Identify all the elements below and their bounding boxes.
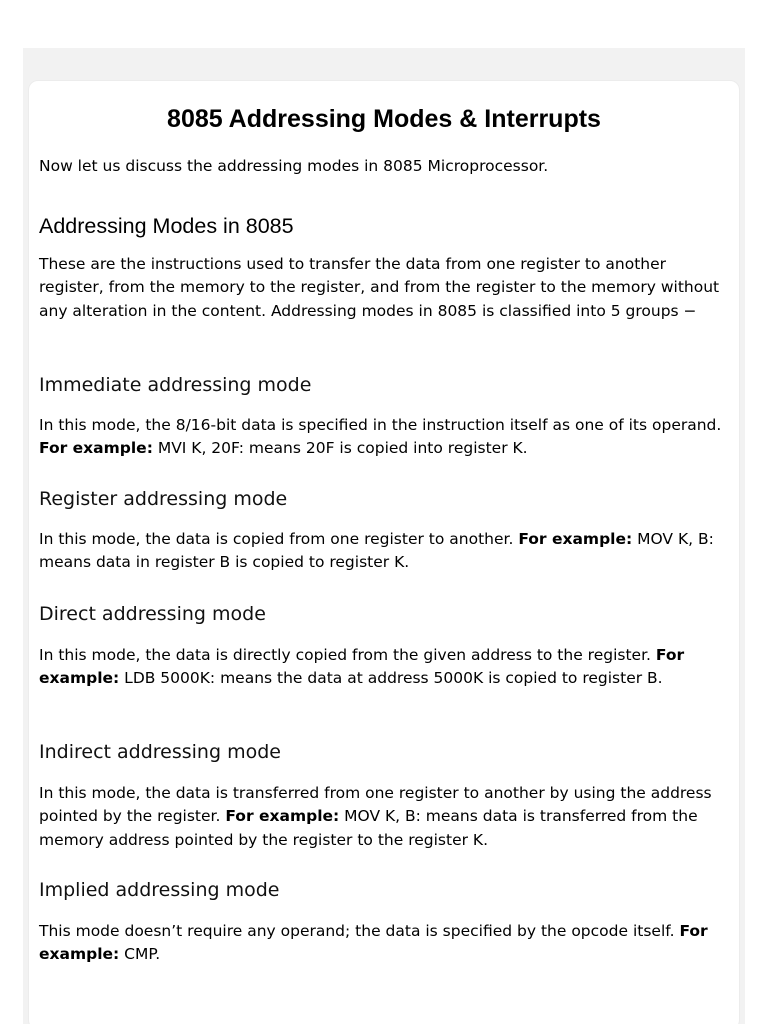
mode-text-before: In this mode, the 8/16-bit data is specified in the instruction itself as one of its operand. — [39, 416, 722, 434]
mode-text-immediate — [39, 414, 733, 461]
page-title: 8085 Addressing Modes & Interrupts — [167, 105, 601, 133]
example-label: For example: — [518, 530, 633, 548]
example-label: For example: — [39, 439, 153, 458]
mode-heading-immediate: Immediate addressing mode — [39, 374, 312, 396]
mode-heading-register: Register addressing mode — [39, 488, 288, 510]
mode-text-register — [39, 528, 733, 575]
mode-text-before: In this mode, the data is transferred from one register to another by using the address pointed by the register. — [39, 784, 712, 826]
intro-text: Now let us discuss the addressing modes in 8085 Microprocessor. — [39, 157, 549, 175]
mode-text-after: LDB 5000K: means the data at address 5000K is copied to register B. — [119, 669, 663, 688]
example-label: For example: — [225, 807, 340, 826]
article-card — [28, 80, 740, 1024]
mode-text-implied — [39, 920, 733, 967]
section-heading: Addressing Modes in 8085 — [39, 214, 294, 238]
example-label: For example: — [39, 922, 708, 964]
mode-text-before: In this mode, the data is copied from one register to another. — [39, 530, 519, 548]
mode-heading-direct: Direct addressing mode — [39, 603, 266, 625]
example-label: For example: — [39, 646, 685, 688]
mode-heading-indirect: Indirect addressing mode — [39, 741, 281, 763]
page-background — [23, 48, 745, 1024]
mode-text-after: CMP. — [119, 945, 161, 964]
mode-text-direct — [39, 644, 733, 691]
mode-text-before: This mode doesn’t require any operand; the data is specified by the opcode itself. — [39, 922, 680, 940]
section-body: These are the instructions used to transfer the data from one register to another register, from the memory to the register, and from the register to the memory without any alteration in the content. Addressing modes in 8085 is classified into 5 groups − — [39, 255, 720, 320]
mode-heading-implied: Implied addressing mode — [39, 879, 280, 901]
mode-text-after: MOV K, B: means data is transferred from the memory address pointed by the register to the register K. — [39, 807, 698, 849]
mode-text-before: In this mode, the data is directly copied from the given address to the register. — [39, 646, 656, 664]
mode-text-after: MVI K, 20F: means 20F is copied into register K. — [152, 439, 528, 458]
mode-text-indirect — [39, 782, 733, 852]
mode-text-after: MOV K, B: means data in register B is copied to register K. — [39, 530, 714, 572]
